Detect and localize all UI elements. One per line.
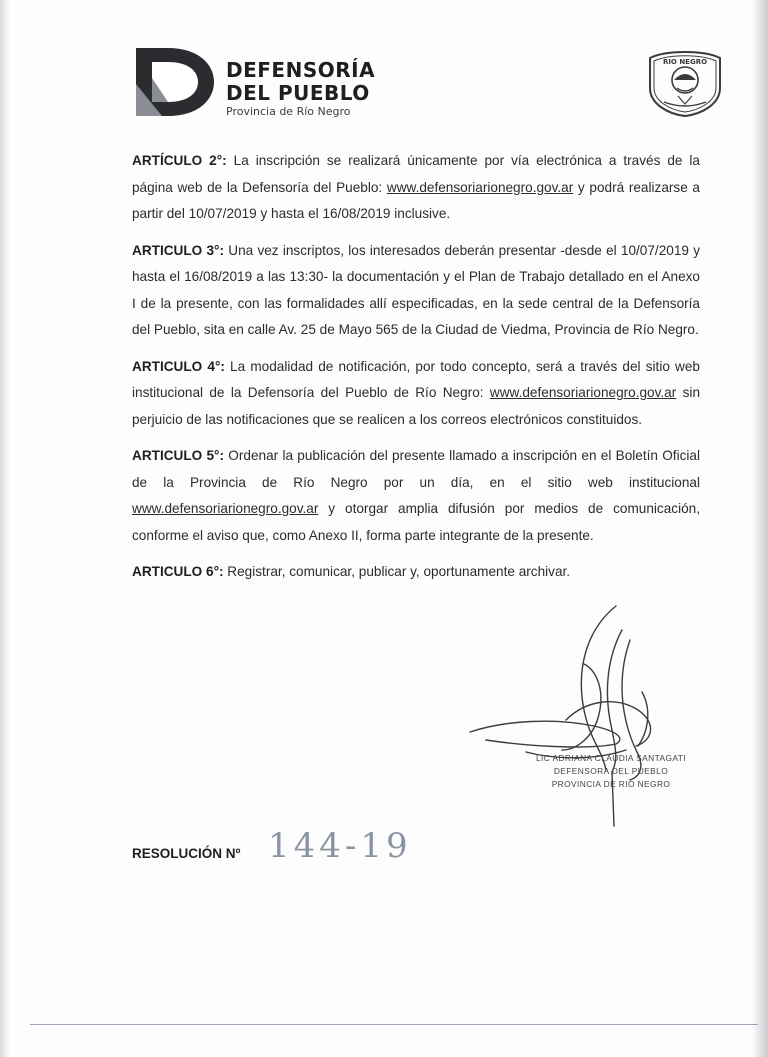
signatory-title: DEFENSORA DEL PUEBLO — [553, 766, 669, 776]
logo-title-line1: DEFENSORÍA — [226, 58, 376, 82]
footer-divider — [30, 1024, 758, 1025]
article-label: ARTICULO 4°: — [132, 358, 225, 374]
article-label: ARTÍCULO 2°: — [132, 153, 227, 168]
article-5 — [132, 443, 700, 549]
seal-text: RIO NEGRO — [662, 58, 708, 66]
article-label: ARTICULO 6°: — [132, 564, 224, 579]
signatory-province: PROVINCIA DE RIO NEGRO — [551, 779, 671, 789]
article-4 — [132, 354, 700, 434]
article-text: sin perjuicio de las notificaciones que se realicen a los correos electrónicos constituidos. — [132, 385, 701, 427]
article-label: ARTICULO 5°: — [132, 448, 225, 463]
article-text: y podrá realizarse a partir del 10/07/2019 y hasta el 16/08/2019 inclusive. — [132, 179, 700, 221]
article-text: La modalidad de notificación, por todo concepto, será a través del sitio web institucional de la Defensoría del Pueblo de Río Negro: — [132, 358, 700, 400]
logo-subtitle: Provincia de Río Negro — [226, 105, 351, 118]
signature-stamp — [536, 752, 686, 791]
article-2 — [132, 148, 700, 228]
article-3 — [132, 238, 700, 344]
website-link[interactable]: www.defensoriarionegro.gov.ar — [132, 501, 319, 516]
handwritten-signature — [466, 600, 686, 830]
resolution-body — [132, 148, 700, 596]
defensoria-logo — [132, 44, 382, 124]
scan-edge-left — [0, 0, 10, 1057]
resolution-number-stamp: 144-19 — [268, 826, 412, 866]
article-text: Registrar, comunicar, publicar y, oportunamente archivar. — [223, 564, 571, 579]
website-link[interactable]: www.defensoriarionegro.gov.ar — [489, 385, 677, 400]
rio-negro-seal-icon — [644, 44, 726, 118]
article-label: ARTICULO 3°: — [132, 242, 224, 258]
article-text: Ordenar la publicación del presente llamado a inscripción en el Boletín Oficial de la Provincia de Río Negro por un día, en el sitio web institucional — [132, 448, 701, 490]
article-text: La inscripción se realizará únicamente por vía electrónica a través de la página web de la Defensoría del Pueblo: — [132, 153, 700, 195]
scan-edge-right — [752, 0, 768, 1057]
article-text: y otorgar amplia difusión por medios de comunicación, conforme el aviso que, como Anexo II, forma parte integrante de la presente. — [132, 501, 700, 543]
logo-d-mark-icon — [132, 44, 218, 120]
website-link[interactable]: www.defensoriarionegro.gov.ar — [386, 179, 574, 195]
article-6 — [132, 559, 700, 586]
resolution-label: RESOLUCIÓN Nº — [132, 846, 241, 861]
signatory-name: LIC ADRIANA CLAUDIA SANTAGATI — [536, 753, 686, 763]
article-text: Una vez inscriptos, los interesados deberán presentar -desde el 10/07/2019 y hasta el 16/08/2019 a las 13:30- la documentación y el Plan de Trabajo detallado en el Anexo I de la presente, con las formalidades allí especificadas, en la sede central de la Defensoría del Pueblo, sita en calle Av. 25 de Mayo 565 de la Ciudad de Viedma, Provincia de Río Negro. — [132, 242, 700, 337]
logo-title-line2: DEL PUEBLO — [226, 81, 370, 105]
